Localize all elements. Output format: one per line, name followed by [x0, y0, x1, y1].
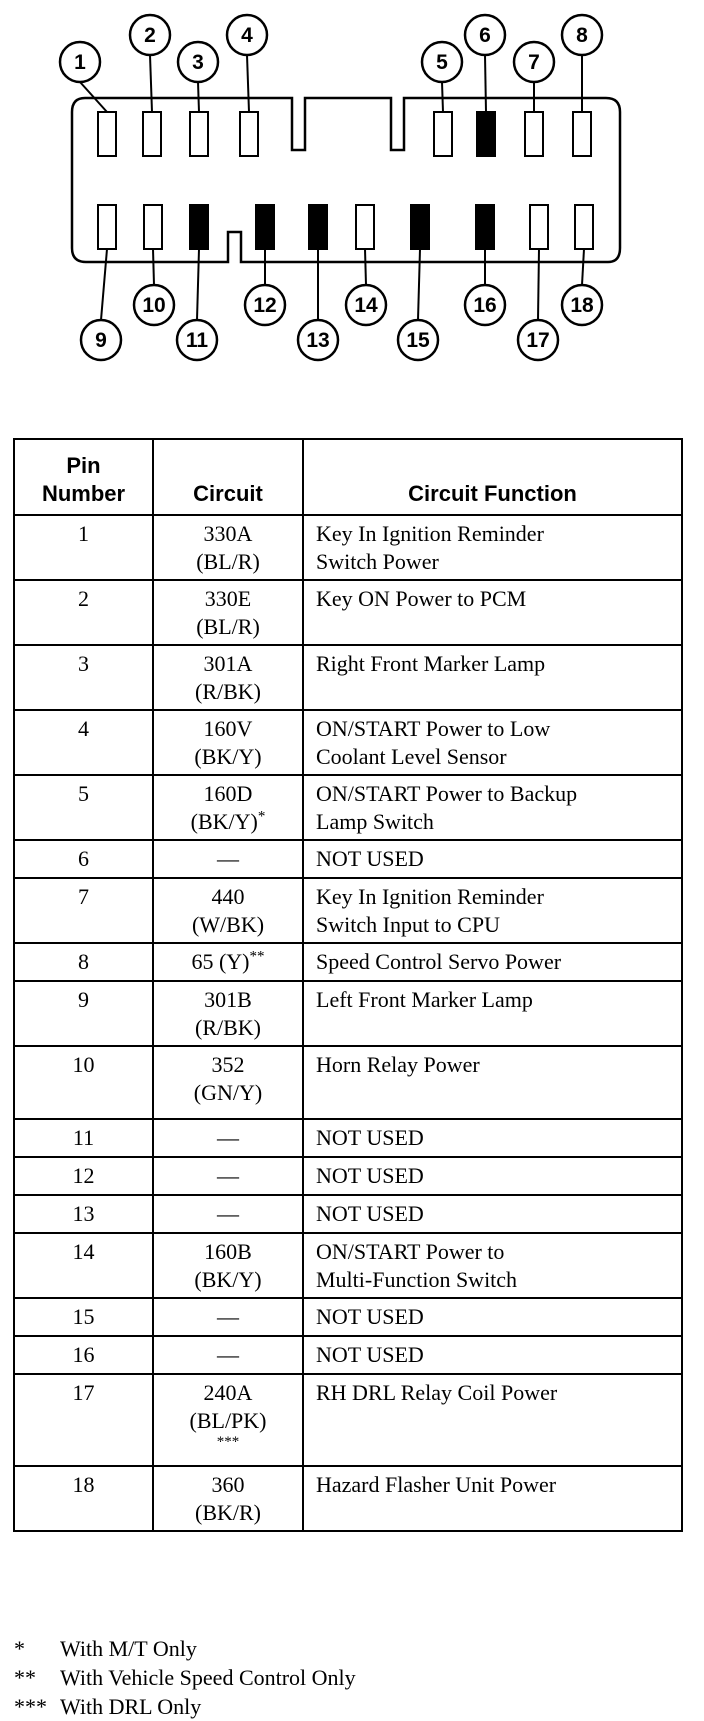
circuit-id: 301B	[204, 987, 252, 1012]
circuit-id-line	[160, 1303, 296, 1331]
function-line-1: NOT USED	[316, 1125, 424, 1150]
cavity-3	[190, 112, 208, 156]
footnote-3	[14, 1692, 356, 1721]
header-number-label: Number	[41, 481, 126, 506]
pin-callout-label: 4	[241, 24, 253, 47]
pin-callout-label: 12	[253, 294, 277, 317]
pin-number-cell: 1	[14, 515, 153, 580]
leader-line-5	[442, 82, 443, 112]
pin-callout-label: 14	[354, 294, 378, 317]
pin-number-cell: 13	[14, 1195, 153, 1233]
circuit-function-cell	[303, 710, 682, 775]
circuit-color-value: (BK/Y)	[190, 809, 258, 834]
circuit-function-cell	[303, 1466, 682, 1531]
pin-number-cell: 2	[14, 580, 153, 645]
pin-number-cell: 9	[14, 981, 153, 1046]
footnote-text: With M/T Only	[60, 1636, 197, 1661]
table-row	[14, 1119, 682, 1157]
table-row	[14, 710, 682, 775]
pin-number-cell: 15	[14, 1298, 153, 1336]
circuit-cell	[153, 1298, 303, 1336]
pin-number-cell: 7	[14, 878, 153, 943]
circuit-function-cell	[303, 580, 682, 645]
pin-number-cell: 4	[14, 710, 153, 775]
footnote-1	[14, 1634, 356, 1663]
pin-callout-label: 13	[306, 329, 330, 352]
header-pin-label: Pin	[66, 453, 101, 478]
cavity-9	[98, 205, 116, 249]
function-line-2: Switch Power	[316, 549, 439, 574]
circuit-function-cell	[303, 775, 682, 840]
pin-number-cell: 12	[14, 1157, 153, 1195]
pin-callout-label: 5	[436, 51, 448, 74]
header-pin-number	[14, 439, 153, 515]
circuit-id: —	[217, 1342, 239, 1367]
footnotes	[14, 1634, 356, 1721]
circuit-function-cell	[303, 1233, 682, 1298]
pin-number-cell: 16	[14, 1336, 153, 1374]
pin-number-cell: 5	[14, 775, 153, 840]
leader-line-14	[365, 249, 366, 285]
table-header-row	[14, 439, 682, 515]
cavity-15	[411, 205, 429, 249]
table-row	[14, 1336, 682, 1374]
circuit-color: (BK/Y)	[194, 744, 262, 769]
circuit-color: (W/BK)	[191, 912, 265, 937]
circuit-cell	[153, 943, 303, 981]
function-line-2: Switch Input to CPU	[316, 912, 500, 937]
circuit-function-cell	[303, 1195, 682, 1233]
table-row	[14, 878, 682, 943]
footnote-text: With Vehicle Speed Control Only	[60, 1665, 356, 1690]
circuit-id-line	[160, 715, 296, 743]
circuit-id: 65 (Y)	[191, 949, 250, 974]
leader-line-3	[198, 82, 199, 112]
pin-callout-label: 10	[142, 294, 166, 317]
pin-number-cell: 11	[14, 1119, 153, 1157]
pin-number-cell: 10	[14, 1046, 153, 1119]
footnote-text: With DRL Only	[60, 1694, 202, 1719]
circuit-id-line	[160, 1162, 296, 1190]
circuit-id: 160B	[204, 1239, 252, 1264]
cavity-8	[573, 112, 591, 156]
circuit-id-line	[160, 1051, 296, 1079]
pin-callout-label: 6	[479, 24, 491, 47]
circuit-color: (BL/R)	[196, 614, 260, 639]
circuit-footnote-mark: ***	[216, 1434, 240, 1450]
cavity-17	[530, 205, 548, 249]
pin-callout-label: 17	[526, 329, 550, 352]
cavity-16	[476, 205, 494, 249]
circuit-cell	[153, 981, 303, 1046]
circuit-cell	[153, 1119, 303, 1157]
cavity-4	[240, 112, 258, 156]
pin-table	[13, 438, 683, 1532]
circuit-cell	[153, 710, 303, 775]
circuit-id: —	[217, 1163, 239, 1188]
cavity-11	[190, 205, 208, 249]
pin-callout-label: 2	[144, 24, 156, 47]
circuit-color: (R/BK)	[195, 1015, 261, 1040]
table-row	[14, 1195, 682, 1233]
pin-callout-label: 16	[473, 294, 497, 317]
circuit-function-cell	[303, 840, 682, 878]
cavity-12	[256, 205, 274, 249]
pin-number-cell: 14	[14, 1233, 153, 1298]
function-line-1: Speed Control Servo Power	[316, 949, 562, 974]
function-line-1: RH DRL Relay Coil Power	[316, 1380, 558, 1405]
function-line-1: NOT USED	[316, 1304, 424, 1329]
circuit-id: 301A	[203, 651, 253, 676]
circuit-id-note: *	[257, 808, 266, 825]
leader-line-2	[150, 55, 152, 112]
cavity-7	[525, 112, 543, 156]
function-line-1: NOT USED	[316, 846, 424, 871]
circuit-id-line	[160, 585, 296, 613]
circuit-id-note: **	[249, 948, 265, 965]
footnote-2	[14, 1663, 356, 1692]
cavity-13	[309, 205, 327, 249]
function-line-1: NOT USED	[316, 1201, 424, 1226]
circuit-color	[160, 808, 296, 836]
circuit-color: (BK/R)	[195, 1500, 261, 1525]
function-line-1: Horn Relay Power	[316, 1052, 480, 1077]
function-line-1: NOT USED	[316, 1163, 424, 1188]
function-line-1: Right Front Marker Lamp	[316, 651, 546, 676]
function-line-1: ON/START Power to Low	[316, 716, 551, 741]
circuit-function-cell	[303, 981, 682, 1046]
cavity-2	[143, 112, 161, 156]
leader-line-11	[197, 249, 199, 320]
circuit-id: 352	[211, 1052, 245, 1077]
pin-number-cell: 3	[14, 645, 153, 710]
function-line-1: NOT USED	[316, 1342, 424, 1367]
circuit-id-line	[160, 948, 296, 976]
footnote-mark: **	[14, 1665, 36, 1690]
header-circuit: Circuit	[153, 439, 303, 515]
circuit-function-cell	[303, 515, 682, 580]
table-row	[14, 943, 682, 981]
circuit-function-cell	[303, 645, 682, 710]
table-row	[14, 981, 682, 1046]
circuit-function-cell	[303, 878, 682, 943]
pin-callout-label: 11	[185, 329, 209, 352]
circuit-cell	[153, 1466, 303, 1531]
connector-diagram	[0, 0, 704, 400]
circuit-function-cell	[303, 1119, 682, 1157]
circuit-cell	[153, 1336, 303, 1374]
circuit-id-line	[160, 1200, 296, 1228]
pin-number-cell: 6	[14, 840, 153, 878]
circuit-cell	[153, 1374, 303, 1466]
leader-line-10	[153, 249, 154, 285]
circuit-cell	[153, 645, 303, 710]
circuit-cell	[153, 840, 303, 878]
circuit-id: 330A	[203, 521, 253, 546]
cavity-18	[575, 205, 593, 249]
pin-callout-label: 9	[95, 329, 107, 352]
function-line-1: Left Front Marker Lamp	[316, 987, 533, 1012]
circuit-cell	[153, 580, 303, 645]
circuit-color: (GN/Y)	[193, 1080, 263, 1105]
circuit-id-line	[160, 1379, 296, 1407]
table-row	[14, 1046, 682, 1119]
footnote-mark: *	[14, 1636, 25, 1661]
pin-callout-label: 3	[192, 51, 204, 74]
cavity-14	[356, 205, 374, 249]
circuit-id: 160V	[203, 716, 253, 741]
table-row	[14, 840, 682, 878]
table-row	[14, 645, 682, 710]
table-row	[14, 1374, 682, 1466]
circuit-id: —	[217, 1125, 239, 1150]
circuit-id-line	[160, 1124, 296, 1152]
circuit-id-line	[160, 986, 296, 1014]
circuit-color: (BL/PK)	[189, 1408, 267, 1433]
cavity-1	[98, 112, 116, 156]
circuit-id-line	[160, 1238, 296, 1266]
circuit-cell	[153, 775, 303, 840]
table-row	[14, 1466, 682, 1531]
cavity-5	[434, 112, 452, 156]
circuit-id-line	[160, 845, 296, 873]
circuit-id: 440	[211, 884, 245, 909]
circuit-function-cell	[303, 1336, 682, 1374]
table-row	[14, 1233, 682, 1298]
circuit-function-cell	[303, 1046, 682, 1119]
function-line-1: Hazard Flasher Unit Power	[316, 1472, 557, 1497]
pin-callout-label: 1	[74, 51, 86, 74]
circuit-id: —	[217, 1304, 239, 1329]
pin-callout-label: 8	[576, 24, 588, 47]
circuit-id-line	[160, 1471, 296, 1499]
circuit-id: 360	[211, 1472, 245, 1497]
circuit-cell	[153, 515, 303, 580]
leader-line-15	[418, 249, 420, 320]
table-row	[14, 1298, 682, 1336]
table-row	[14, 775, 682, 840]
circuit-function-cell	[303, 1374, 682, 1466]
circuit-id: 330E	[204, 586, 252, 611]
circuit-cell	[153, 1046, 303, 1119]
circuit-color: (BK/Y)	[194, 1267, 262, 1292]
circuit-cell	[153, 1157, 303, 1195]
function-line-1: Key ON Power to PCM	[316, 586, 527, 611]
leader-line-17	[538, 249, 539, 320]
pin-callout-label: 18	[570, 294, 594, 317]
leader-line-18	[582, 249, 584, 285]
circuit-cell	[153, 1233, 303, 1298]
circuit-color: (BL/R)	[196, 549, 260, 574]
function-line-2: Lamp Switch	[316, 809, 434, 834]
circuit-id: —	[217, 1201, 239, 1226]
function-line-2: Multi-Function Switch	[316, 1267, 518, 1292]
circuit-id-line	[160, 780, 296, 808]
pin-number-cell: 8	[14, 943, 153, 981]
table-row	[14, 1157, 682, 1195]
function-line-1: Key In Ignition Reminder	[316, 521, 544, 546]
cavity-6	[477, 112, 495, 156]
footnote-mark: ***	[14, 1694, 47, 1719]
circuit-color: (R/BK)	[195, 679, 261, 704]
circuit-id-line	[160, 883, 296, 911]
circuit-function-cell	[303, 943, 682, 981]
pin-number-cell: 18	[14, 1466, 153, 1531]
circuit-cell	[153, 1195, 303, 1233]
pin-number-cell: 17	[14, 1374, 153, 1466]
function-line-1: ON/START Power to	[316, 1239, 505, 1264]
circuit-id: 240A	[203, 1380, 253, 1405]
leader-line-9	[101, 249, 107, 320]
circuit-function-cell	[303, 1157, 682, 1195]
circuit-id-line	[160, 650, 296, 678]
leader-line-6	[485, 55, 486, 112]
table-row	[14, 580, 682, 645]
pin-callout-label: 7	[528, 51, 540, 74]
function-line-2: Coolant Level Sensor	[316, 744, 507, 769]
pin-callout-label: 15	[406, 329, 430, 352]
cavity-10	[144, 205, 162, 249]
circuit-id: —	[217, 846, 239, 871]
header-circuit-function: Circuit Function	[303, 439, 682, 515]
circuit-function-cell	[303, 1298, 682, 1336]
function-line-1: Key In Ignition Reminder	[316, 884, 544, 909]
function-line-1: ON/START Power to Backup	[316, 781, 578, 806]
table-row	[14, 515, 682, 580]
circuit-id-line	[160, 1341, 296, 1369]
leader-line-4	[247, 55, 249, 112]
circuit-cell	[153, 878, 303, 943]
circuit-id: 160D	[203, 781, 253, 806]
circuit-id-line	[160, 520, 296, 548]
